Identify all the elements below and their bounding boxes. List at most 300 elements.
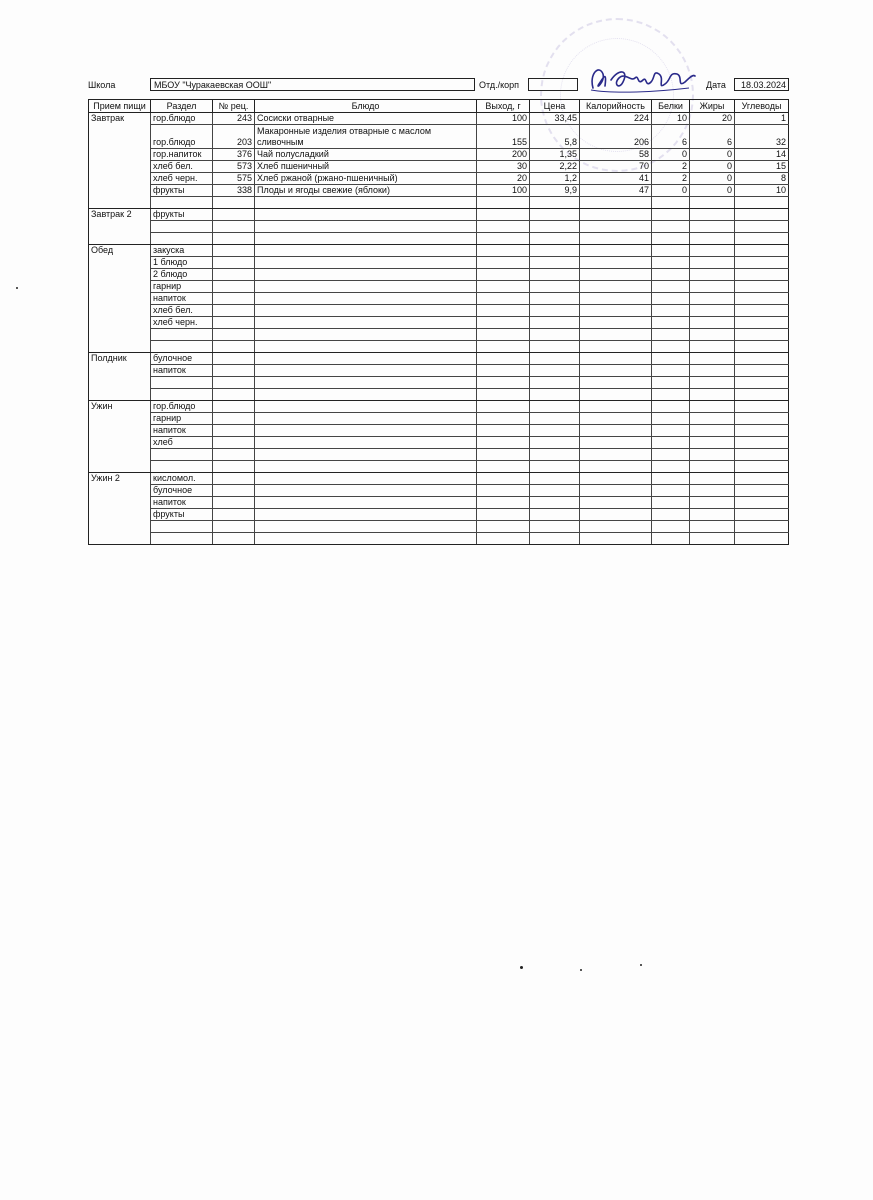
section-cell [151, 389, 213, 401]
table-row [89, 281, 789, 293]
section-cell: гор.блюдо [151, 401, 213, 413]
recipe-cell [213, 401, 255, 413]
meal-cell [89, 293, 151, 305]
table-row [89, 437, 789, 449]
fat-cell [690, 485, 735, 497]
recipe-cell [213, 281, 255, 293]
recipe-cell [213, 449, 255, 461]
recipe-cell [213, 413, 255, 425]
price-cell [530, 317, 580, 329]
scan-speck [16, 287, 18, 289]
dish-cell [255, 449, 477, 461]
carbs-cell [735, 389, 789, 401]
recipe-cell [213, 269, 255, 281]
dish-cell [255, 401, 477, 413]
recipe-cell: 573 [213, 161, 255, 173]
recipe-cell: 338 [213, 185, 255, 197]
protein-cell [652, 329, 690, 341]
carbs-cell [735, 437, 789, 449]
section-cell: булочное [151, 353, 213, 365]
protein-cell [652, 293, 690, 305]
fat-cell [690, 221, 735, 233]
carbs-cell [735, 257, 789, 269]
price-cell [530, 365, 580, 377]
section-cell: гарнир [151, 413, 213, 425]
carbs-cell [735, 197, 789, 209]
recipe-cell [213, 425, 255, 437]
price-cell [530, 233, 580, 245]
weight-cell [477, 209, 530, 221]
dish-cell [255, 365, 477, 377]
kcal-cell: 70 [580, 161, 652, 173]
fat-cell [690, 197, 735, 209]
date-field: 18.03.2024 [734, 78, 789, 91]
kcal-cell [580, 245, 652, 257]
fat-cell: 0 [690, 173, 735, 185]
kcal-cell [580, 425, 652, 437]
section-cell [151, 533, 213, 545]
fat-cell: 6 [690, 125, 735, 149]
kcal-cell [580, 473, 652, 485]
meal-cell [89, 509, 151, 521]
kcal-cell [580, 521, 652, 533]
carbs-cell: 15 [735, 161, 789, 173]
section-cell [151, 221, 213, 233]
price-cell [530, 401, 580, 413]
meal-cell [89, 497, 151, 509]
weight-cell [477, 509, 530, 521]
col-header: Калорийность [580, 100, 652, 113]
protein-cell [652, 281, 690, 293]
protein-cell: 10 [652, 113, 690, 125]
carbs-cell [735, 533, 789, 545]
weight-cell [477, 437, 530, 449]
fat-cell: 20 [690, 113, 735, 125]
dish-cell: Сосиски отварные [255, 113, 477, 125]
section-cell: фрукты [151, 185, 213, 197]
protein-cell [652, 413, 690, 425]
recipe-cell [213, 221, 255, 233]
meal-cell [89, 317, 151, 329]
recipe-cell [213, 329, 255, 341]
section-cell: булочное [151, 485, 213, 497]
fat-cell [690, 305, 735, 317]
carbs-cell: 1 [735, 113, 789, 125]
weight-cell [477, 365, 530, 377]
section-cell [151, 461, 213, 473]
fat-cell [690, 449, 735, 461]
section-cell: хлеб [151, 437, 213, 449]
price-cell [530, 521, 580, 533]
table-row [89, 365, 789, 377]
table-row [89, 245, 789, 257]
weight-cell [477, 389, 530, 401]
kcal-cell [580, 281, 652, 293]
table-row [89, 533, 789, 545]
protein-cell [652, 425, 690, 437]
kcal-cell: 206 [580, 125, 652, 149]
col-header: Цена [530, 100, 580, 113]
col-header: Жиры [690, 100, 735, 113]
meal-name: Ужин [89, 401, 151, 413]
protein-cell [652, 233, 690, 245]
kcal-cell [580, 317, 652, 329]
fat-cell [690, 281, 735, 293]
recipe-cell [213, 257, 255, 269]
carbs-cell [735, 245, 789, 257]
protein-cell [652, 365, 690, 377]
weight-cell [477, 401, 530, 413]
price-cell [530, 245, 580, 257]
carbs-cell: 32 [735, 125, 789, 149]
scan-speck [580, 969, 582, 971]
price-cell [530, 449, 580, 461]
price-cell: 9,9 [530, 185, 580, 197]
kcal-cell: 58 [580, 149, 652, 161]
weight-cell [477, 317, 530, 329]
table-row [89, 341, 789, 353]
protein-cell [652, 269, 690, 281]
weight-cell [477, 245, 530, 257]
kcal-cell [580, 449, 652, 461]
recipe-cell [213, 377, 255, 389]
price-cell [530, 197, 580, 209]
fat-cell [690, 437, 735, 449]
carbs-cell [735, 497, 789, 509]
section-cell [151, 377, 213, 389]
carbs-cell [735, 365, 789, 377]
table-row [89, 269, 789, 281]
carbs-cell [735, 305, 789, 317]
carbs-cell [735, 449, 789, 461]
dish-cell: Хлеб ржаной (ржано-пшеничный) [255, 173, 477, 185]
dish-cell [255, 329, 477, 341]
recipe-cell [213, 197, 255, 209]
dish-cell: Чай полусладкий [255, 149, 477, 161]
kcal-cell [580, 305, 652, 317]
carbs-cell: 8 [735, 173, 789, 185]
price-cell [530, 509, 580, 521]
meal-cell [89, 173, 151, 185]
dish-cell: Плоды и ягоды свежие (яблоки) [255, 185, 477, 197]
price-cell [530, 485, 580, 497]
carbs-cell [735, 293, 789, 305]
meal-cell [89, 197, 151, 209]
weight-cell [477, 485, 530, 497]
protein-cell [652, 533, 690, 545]
kcal-cell: 224 [580, 113, 652, 125]
recipe-cell [213, 533, 255, 545]
col-header: Белки [652, 100, 690, 113]
fat-cell [690, 353, 735, 365]
dish-cell [255, 377, 477, 389]
dish-cell [255, 521, 477, 533]
price-cell [530, 461, 580, 473]
carbs-cell [735, 281, 789, 293]
kcal-cell [580, 269, 652, 281]
recipe-cell [213, 209, 255, 221]
table-row [89, 185, 789, 197]
dish-cell [255, 233, 477, 245]
meal-cell [89, 461, 151, 473]
recipe-cell: 203 [213, 125, 255, 149]
protein-cell [652, 485, 690, 497]
weight-cell: 200 [477, 149, 530, 161]
dish-cell [255, 257, 477, 269]
carbs-cell [735, 509, 789, 521]
meal-cell [89, 149, 151, 161]
carbs-cell [735, 329, 789, 341]
fat-cell [690, 509, 735, 521]
kcal-cell [580, 533, 652, 545]
kcal-cell [580, 485, 652, 497]
kcal-cell [580, 197, 652, 209]
fat-cell: 0 [690, 185, 735, 197]
col-header: Углеводы [735, 100, 789, 113]
dish-cell [255, 509, 477, 521]
price-cell [530, 425, 580, 437]
section-cell: хлеб бел. [151, 305, 213, 317]
scan-speck [640, 964, 642, 966]
dish-cell [255, 437, 477, 449]
dish-cell [255, 473, 477, 485]
table-row [89, 305, 789, 317]
protein-cell [652, 305, 690, 317]
dept-label: Отд./корп [479, 80, 519, 90]
meal-name: Полдник [89, 353, 151, 365]
fat-cell [690, 245, 735, 257]
price-cell: 33,45 [530, 113, 580, 125]
meal-cell [89, 233, 151, 245]
kcal-cell [580, 221, 652, 233]
kcal-cell [580, 437, 652, 449]
weight-cell [477, 257, 530, 269]
protein-cell [652, 341, 690, 353]
section-cell: напиток [151, 293, 213, 305]
protein-cell: 2 [652, 161, 690, 173]
col-header: Прием пищи [89, 100, 151, 113]
protein-cell [652, 461, 690, 473]
section-cell: кисломол. [151, 473, 213, 485]
menu-body [89, 113, 789, 545]
dish-cell [255, 317, 477, 329]
table-row [89, 149, 789, 161]
fat-cell: 0 [690, 149, 735, 161]
price-cell [530, 293, 580, 305]
carbs-cell [735, 269, 789, 281]
dish-cell [255, 533, 477, 545]
price-cell [530, 329, 580, 341]
protein-cell [652, 473, 690, 485]
meal-cell [89, 125, 151, 149]
table-row [89, 377, 789, 389]
carbs-cell [735, 377, 789, 389]
meal-cell [89, 221, 151, 233]
recipe-cell [213, 509, 255, 521]
meal-cell [89, 185, 151, 197]
meal-cell [89, 437, 151, 449]
fat-cell [690, 473, 735, 485]
fat-cell [690, 521, 735, 533]
carbs-cell [735, 485, 789, 497]
scan-speck [520, 966, 523, 969]
dish-cell [255, 305, 477, 317]
protein-cell [652, 509, 690, 521]
price-cell [530, 269, 580, 281]
price-cell [530, 377, 580, 389]
fat-cell [690, 533, 735, 545]
dish-cell [255, 497, 477, 509]
fat-cell [690, 209, 735, 221]
table-row [89, 521, 789, 533]
dish-cell [255, 341, 477, 353]
table-row [89, 413, 789, 425]
carbs-cell [735, 317, 789, 329]
section-cell: напиток [151, 497, 213, 509]
dept-field [528, 78, 578, 91]
recipe-cell [213, 521, 255, 533]
section-cell: закуска [151, 245, 213, 257]
weight-cell [477, 293, 530, 305]
table-row [89, 317, 789, 329]
recipe-cell [213, 305, 255, 317]
fat-cell [690, 497, 735, 509]
price-cell: 5,8 [530, 125, 580, 149]
carbs-cell: 10 [735, 185, 789, 197]
meal-name: Завтрак 2 [89, 209, 151, 221]
weight-cell [477, 269, 530, 281]
weight-cell [477, 353, 530, 365]
recipe-cell: 575 [213, 173, 255, 185]
table-row [89, 449, 789, 461]
weight-cell [477, 281, 530, 293]
protein-cell [652, 389, 690, 401]
price-cell [530, 341, 580, 353]
recipe-cell [213, 437, 255, 449]
recipe-cell [213, 473, 255, 485]
fat-cell [690, 401, 735, 413]
carbs-cell [735, 341, 789, 353]
table-row [89, 401, 789, 413]
section-cell: 1 блюдо [151, 257, 213, 269]
recipe-cell [213, 293, 255, 305]
meal-cell [89, 425, 151, 437]
protein-cell [652, 209, 690, 221]
carbs-cell [735, 353, 789, 365]
meal-cell [89, 341, 151, 353]
protein-cell: 2 [652, 173, 690, 185]
fat-cell [690, 233, 735, 245]
meal-cell [89, 329, 151, 341]
carbs-cell: 14 [735, 149, 789, 161]
weight-cell [477, 533, 530, 545]
weight-cell [477, 425, 530, 437]
col-header: Блюдо [255, 100, 477, 113]
table-row [89, 389, 789, 401]
meal-cell [89, 281, 151, 293]
recipe-cell: 243 [213, 113, 255, 125]
carbs-cell [735, 233, 789, 245]
meal-cell [89, 257, 151, 269]
kcal-cell [580, 341, 652, 353]
price-cell [530, 353, 580, 365]
table-row [89, 173, 789, 185]
kcal-cell [580, 389, 652, 401]
dish-cell [255, 413, 477, 425]
section-cell: напиток [151, 365, 213, 377]
dish-cell [255, 425, 477, 437]
fat-cell [690, 365, 735, 377]
dish-cell [255, 245, 477, 257]
price-cell [530, 413, 580, 425]
protein-cell: 0 [652, 185, 690, 197]
weight-cell [477, 341, 530, 353]
price-cell [530, 497, 580, 509]
fat-cell [690, 269, 735, 281]
col-header: Раздел [151, 100, 213, 113]
kcal-cell: 47 [580, 185, 652, 197]
weight-cell [477, 329, 530, 341]
kcal-cell [580, 413, 652, 425]
table-row [89, 509, 789, 521]
meal-cell [89, 389, 151, 401]
kcal-cell [580, 353, 652, 365]
fat-cell [690, 461, 735, 473]
weight-cell [477, 461, 530, 473]
protein-cell [652, 221, 690, 233]
kcal-cell [580, 377, 652, 389]
protein-cell [652, 521, 690, 533]
table-row [89, 293, 789, 305]
protein-cell [652, 401, 690, 413]
kcal-cell [580, 401, 652, 413]
section-cell [151, 197, 213, 209]
section-cell [151, 233, 213, 245]
weight-cell [477, 473, 530, 485]
price-cell [530, 281, 580, 293]
protein-cell [652, 257, 690, 269]
dish-cell [255, 269, 477, 281]
kcal-cell [580, 257, 652, 269]
date-label: Дата [706, 80, 726, 90]
section-cell: фрукты [151, 509, 213, 521]
protein-cell: 0 [652, 149, 690, 161]
section-cell [151, 329, 213, 341]
carbs-cell [735, 209, 789, 221]
kcal-cell [580, 233, 652, 245]
weight-cell [477, 221, 530, 233]
protein-cell [652, 449, 690, 461]
section-cell: хлеб черн. [151, 317, 213, 329]
fat-cell [690, 377, 735, 389]
dish-cell [255, 221, 477, 233]
recipe-cell [213, 317, 255, 329]
weight-cell [477, 521, 530, 533]
dish-cell: Хлеб пшеничный [255, 161, 477, 173]
recipe-cell [213, 233, 255, 245]
recipe-cell [213, 461, 255, 473]
price-cell: 1,35 [530, 149, 580, 161]
section-cell: гарнир [151, 281, 213, 293]
handwritten-signature [585, 60, 700, 100]
meal-cell [89, 365, 151, 377]
section-cell [151, 449, 213, 461]
table-row [89, 197, 789, 209]
section-cell: фрукты [151, 209, 213, 221]
price-cell [530, 257, 580, 269]
dish-cell [255, 281, 477, 293]
price-cell [530, 305, 580, 317]
